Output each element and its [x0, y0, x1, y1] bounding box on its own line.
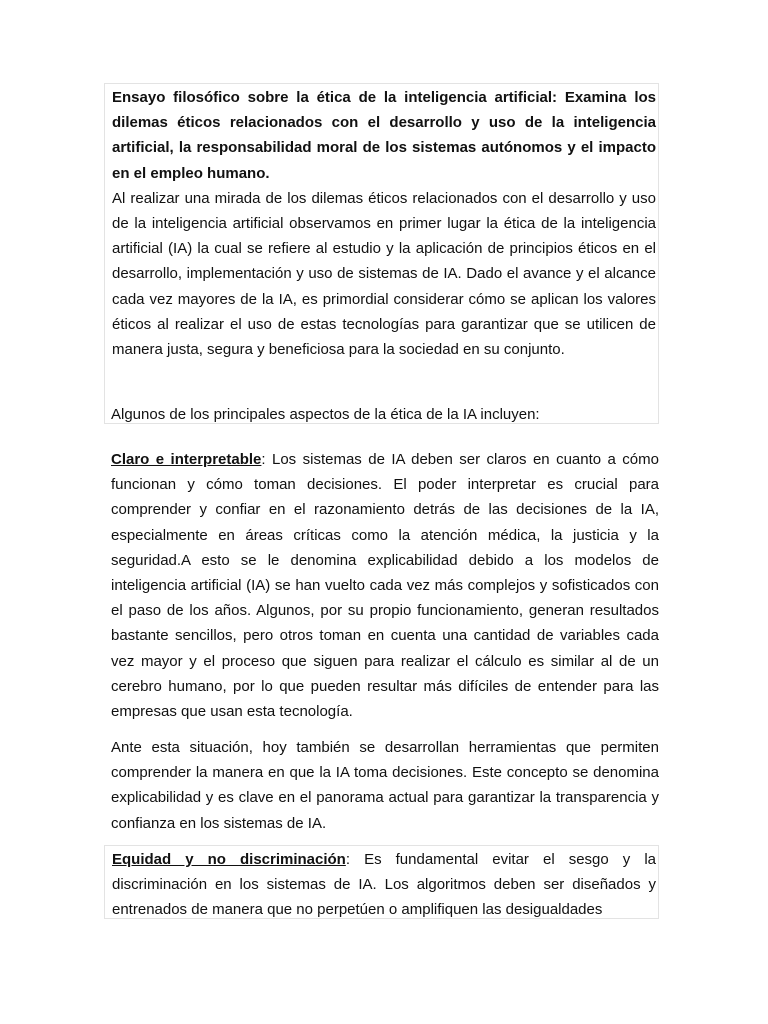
equidad-section	[104, 845, 659, 919]
equidad-text: : Es fundamental evitar el sesgo y la discriminación en los sistemas de IA. Los algoritmos deben ser diseñados y entrenados de manera que no perpetúen o amplifiquen las desigualdades	[112, 851, 656, 919]
claro-label: Claro e interpretable	[111, 451, 262, 468]
intro-paragraph: Al realizar una mirada de los dilemas éticos relacionados con el desarrollo y uso de la inteligencia artificial observamos en primer lugar la ética de la inteligencia artificial (IA) la cual se refiere al estudio y la aplicación de principios éticos en el desarrollo, implementación y uso de sistemas de IA. Dado el avance y el alcance cada vez mayores de la IA, es primordial considerar cómo se aplican los valores éticos al realizar el uso de estas tecnologías para garantizar que se utilicen de manera justa, segura y beneficiosa para la sociedad en su conjunto.	[112, 189, 656, 359]
essay-title: Ensayo filosófico sobre la ética de la inteligencia artificial: Examina los dilemas éticos relacionados con el desarrollo y uso de la inteligencia artificial, la responsabilidad moral de los sistemas autónomos y el impacto en el empleo humano.	[112, 89, 656, 182]
ante-paragraph: Ante esta situación, hoy también se desarrollan herramientas que permiten comprender la manera en que la IA toma decisiones. Este concepto se denomina explicabilidad y es clave en el panorama actual para garantizar la transparencia y confianza en los sistemas de IA.	[111, 739, 659, 832]
claro-section	[104, 447, 659, 724]
intro-section	[104, 83, 659, 424]
lead-sentence: Algunos de los principales aspectos de la ética de la IA incluyen:	[111, 406, 540, 423]
equidad-label: Equidad y no discriminación	[112, 851, 346, 868]
claro-text: : Los sistemas de IA deben ser claros en cuanto a cómo funcionan y cómo toman decisiones. El poder interpretar es crucial para comprender y confiar en el razonamiento detrás de las decisiones de la IA, especialmente en áreas críticas como la atención médica, la justicia y la seguridad.A esto se le denomina explicabilidad debido a los modelos de inteligencia artificial (IA) se han vuelto cada vez más complejos y sofisticados con el paso de los años. Algunos, por su propio funcionamiento, generan resultados bastante sencillos, pero otros toman en cuenta una cantidad de variables cada vez mayor y el proceso que siguen para realizar el cálculo es similar al de un cerebro humano, por lo que pueden resultar más difíciles de entender para las empresas que usan esta tecnología.	[111, 451, 659, 721]
